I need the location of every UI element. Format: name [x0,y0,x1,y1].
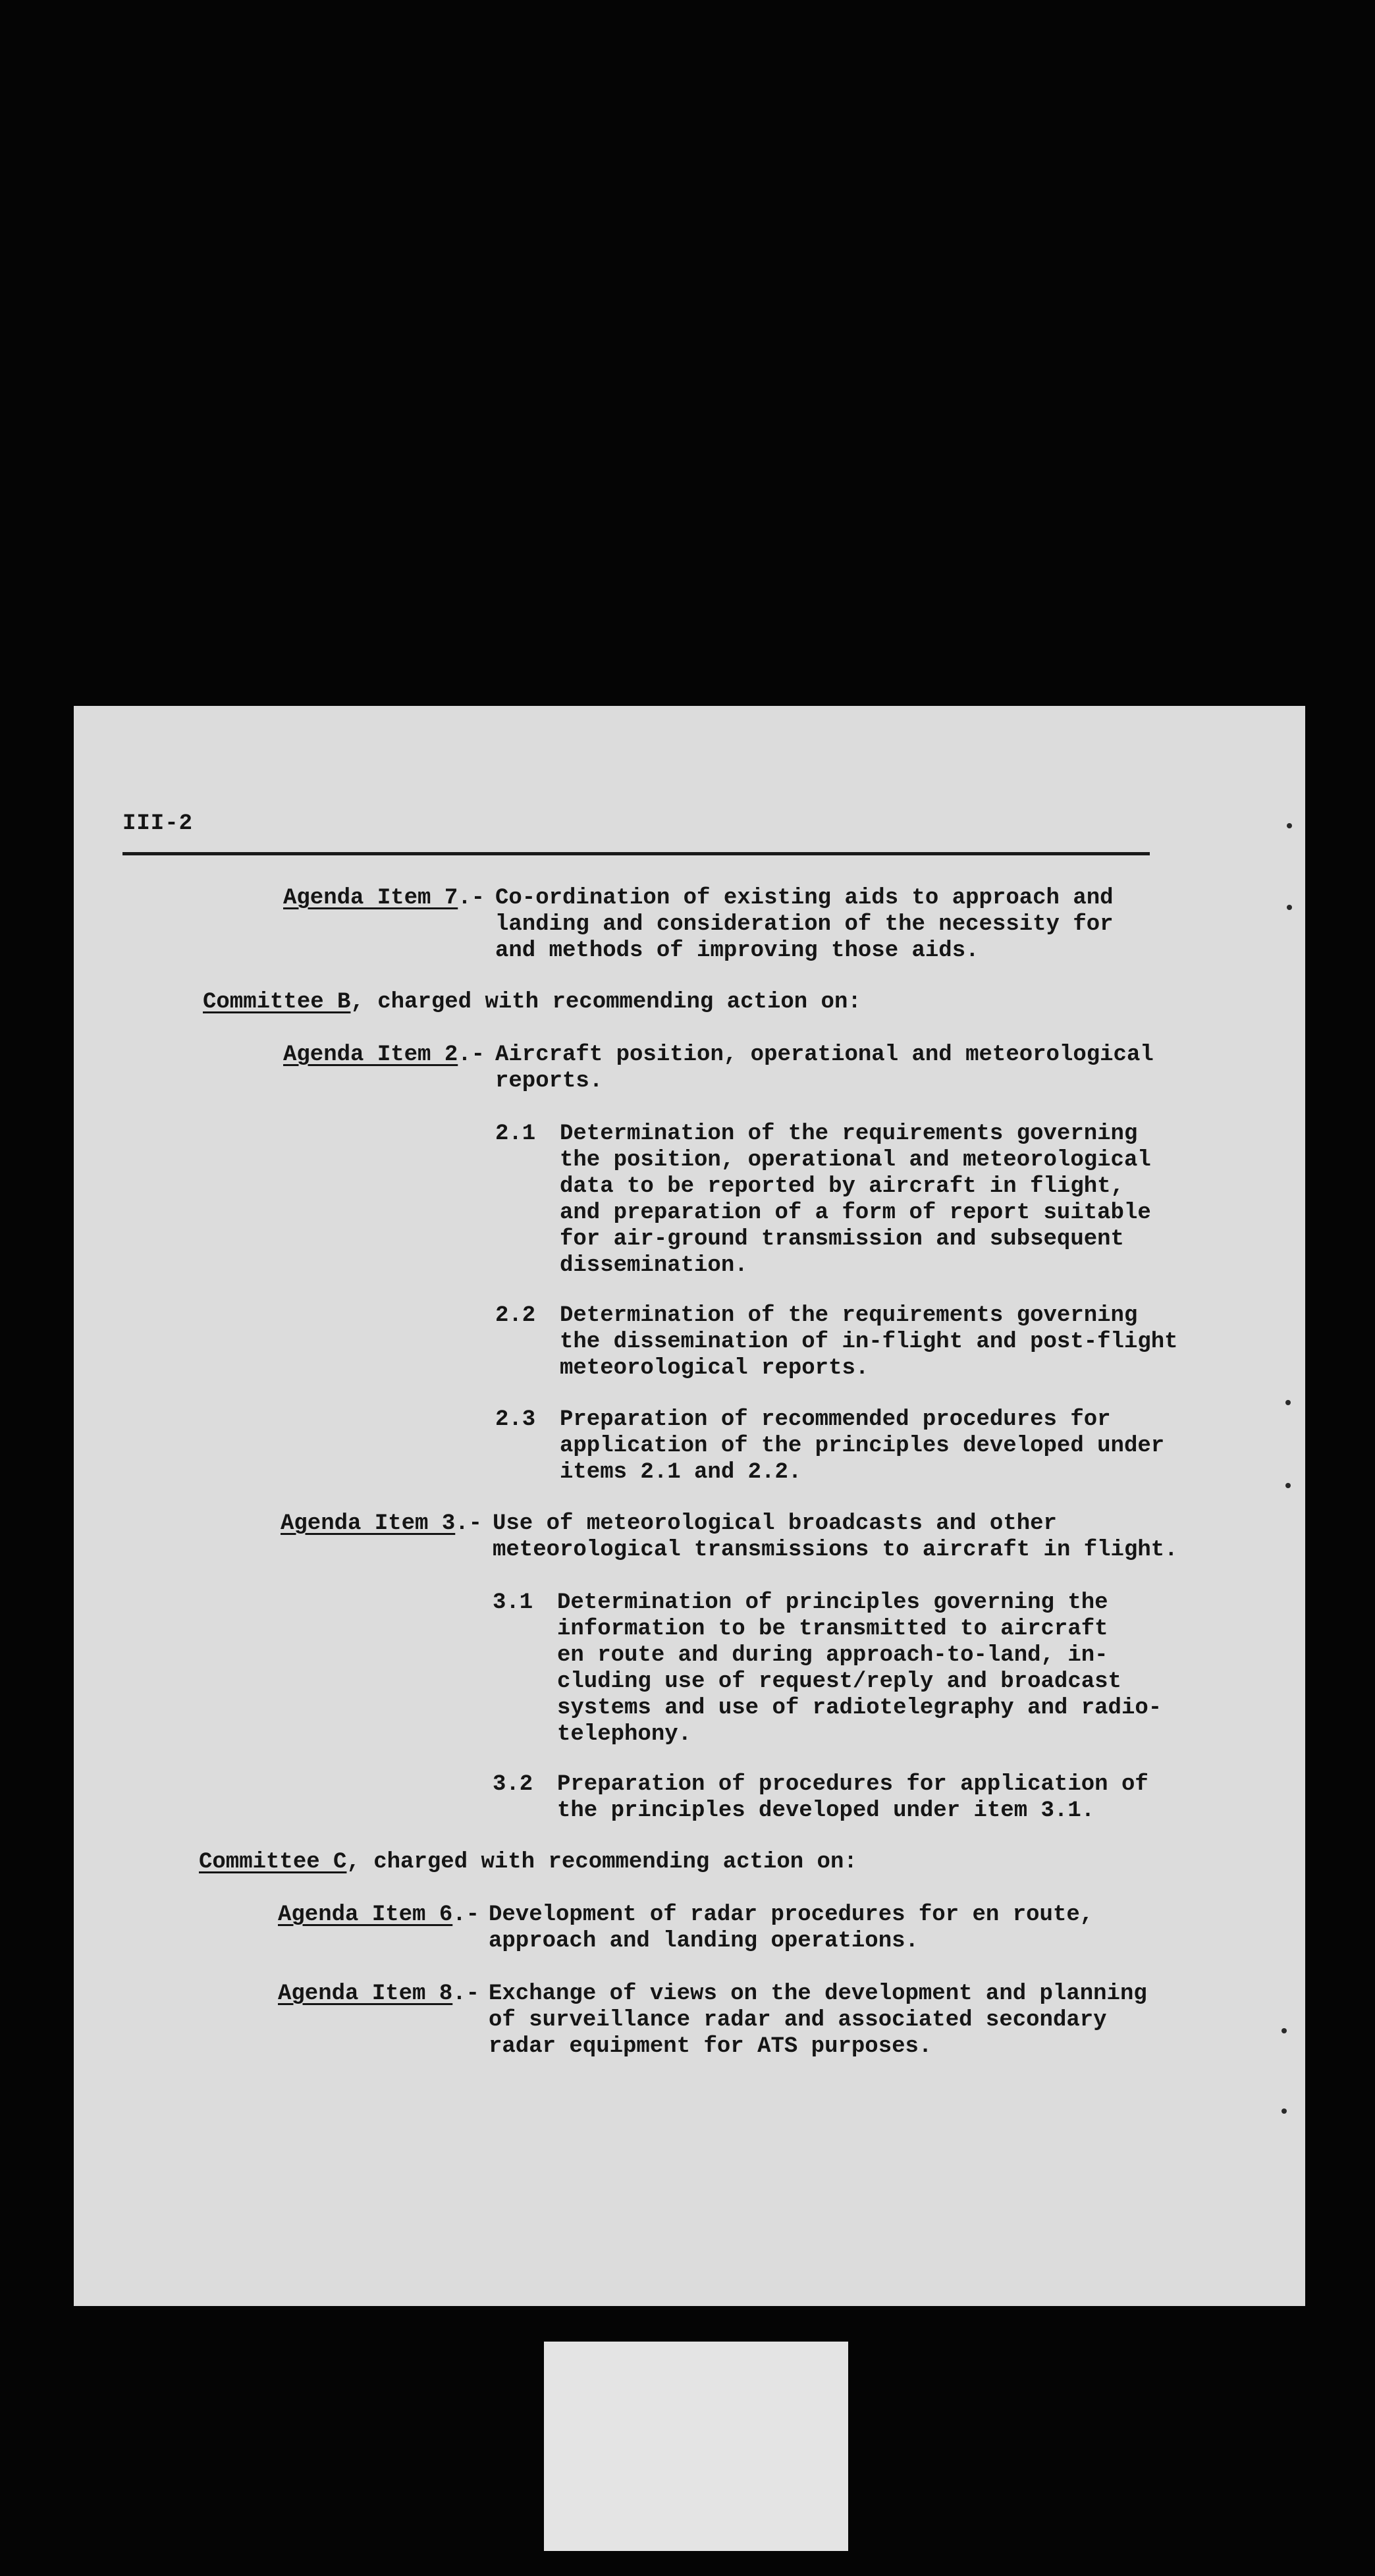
subitem-3-2-text [557,1771,1148,1824]
text-line: dissemination. [560,1253,748,1278]
agenda-item-6-text [489,1902,1093,1954]
text-line: radar equipment for ATS purposes. [489,2034,932,2059]
text-line: Determination of principles governing the [557,1590,1108,1615]
label-suffix: .- [452,1902,480,1927]
text-line: of surveillance radar and associated secondary [489,2008,1107,2033]
committee-name: Committee C [199,1850,347,1875]
text-line: reports. [495,1069,603,1094]
document-page [74,706,1305,2306]
committee-name: Committee B [203,990,351,1015]
text-line: for air-ground transmission and subsequent [560,1227,1124,1252]
scan-speck [1287,905,1292,910]
agenda-item-2-text [495,1042,1154,1094]
subitem-2-3-text [560,1407,1164,1486]
text-line: meteorological reports. [560,1356,869,1381]
subitem-3-2-number: 3.2 [493,1772,533,1797]
text-line: Determination of the requirements governing [560,1303,1138,1328]
scan-speck [1281,2028,1287,2033]
text-line: Determination of the requirements governing [560,1121,1138,1146]
label-suffix: .- [458,886,485,911]
text-line: the principles developed under item 3.1. [557,1798,1095,1823]
text-line: landing and consideration of the necessity for [495,912,1114,937]
agenda-item-7-text [495,885,1114,964]
agenda-item-label: Agenda Item 3 [281,1511,456,1536]
agenda-item-2-label [283,1042,485,1068]
agenda-item-label: Agenda Item 6 [278,1902,453,1927]
agenda-item-3-text [493,1511,1178,1563]
committee-b-heading [203,989,861,1015]
agenda-item-8-label [278,1981,479,2007]
label-suffix: .- [458,1042,485,1067]
subitem-2-1-text [560,1121,1151,1279]
committee-rest: , charged with recommending action on: [346,1850,857,1875]
text-line: Aircraft position, operational and meteorological [495,1042,1154,1067]
text-line: Co-ordination of existing aids to approach and [495,886,1114,911]
text-line: Exchange of views on the development and planning [489,1981,1147,2006]
scan-speck [1285,1400,1291,1405]
text-line: application of the principles developed under [560,1434,1165,1459]
text-line: Development of radar procedures for en route, [489,1902,1094,1927]
subitem-3-1-number: 3.1 [493,1590,533,1615]
scan-speck [1285,1483,1291,1488]
agenda-item-label: Agenda Item 2 [283,1042,458,1067]
text-line: systems and use of radiotelegraphy and radio- [557,1696,1162,1721]
page-number: III-2 [122,811,194,836]
committee-c-heading [199,1849,857,1875]
text-line: the position, operational and meteorological [560,1148,1151,1173]
header-rule [122,852,1150,855]
text-line: Use of meteorological broadcasts and other [493,1511,1057,1536]
text-line: cluding use of request/reply and broadcast [557,1669,1121,1694]
agenda-item-3-label [281,1511,482,1537]
text-line: and preparation of a form of report suitable [560,1200,1151,1225]
agenda-item-7-label [283,885,485,911]
agenda-item-label: Agenda Item 7 [283,886,458,911]
text-line: items 2.1 and 2.2. [560,1460,802,1485]
text-line: en route and during approach-to-land, in- [557,1643,1108,1668]
subitem-3-1-text [557,1590,1162,1748]
committee-rest: , charged with recommending action on: [350,990,861,1015]
agenda-item-8-text [489,1981,1147,2060]
text-line: and methods of improving those aids. [495,938,979,963]
agenda-item-6-label [278,1902,479,1928]
label-suffix: .- [455,1511,483,1536]
subitem-2-2-text [560,1302,1178,1382]
text-line: the dissemination of in-flight and post-flight [560,1329,1178,1355]
text-line: meteorological transmissions to aircraft in flight. [493,1538,1178,1563]
subitem-2-1-number: 2.1 [495,1121,536,1146]
text-line: telephony. [557,1722,692,1747]
scan-speck [1287,823,1292,828]
scan-speck [1281,2108,1287,2114]
subitem-2-3-number: 2.3 [495,1407,536,1432]
subitem-2-2-number: 2.2 [495,1303,536,1328]
agenda-item-label: Agenda Item 8 [278,1981,453,2006]
text-line: data to be reported by aircraft in flight, [560,1174,1124,1199]
blank-label-card [544,2342,848,2551]
text-line: information to be transmitted to aircraft [557,1617,1108,1642]
text-line: Preparation of procedures for application of [557,1772,1148,1797]
text-line: approach and landing operations. [489,1929,919,1954]
label-suffix: .- [452,1981,480,2006]
text-line: Preparation of recommended procedures for [560,1407,1111,1432]
